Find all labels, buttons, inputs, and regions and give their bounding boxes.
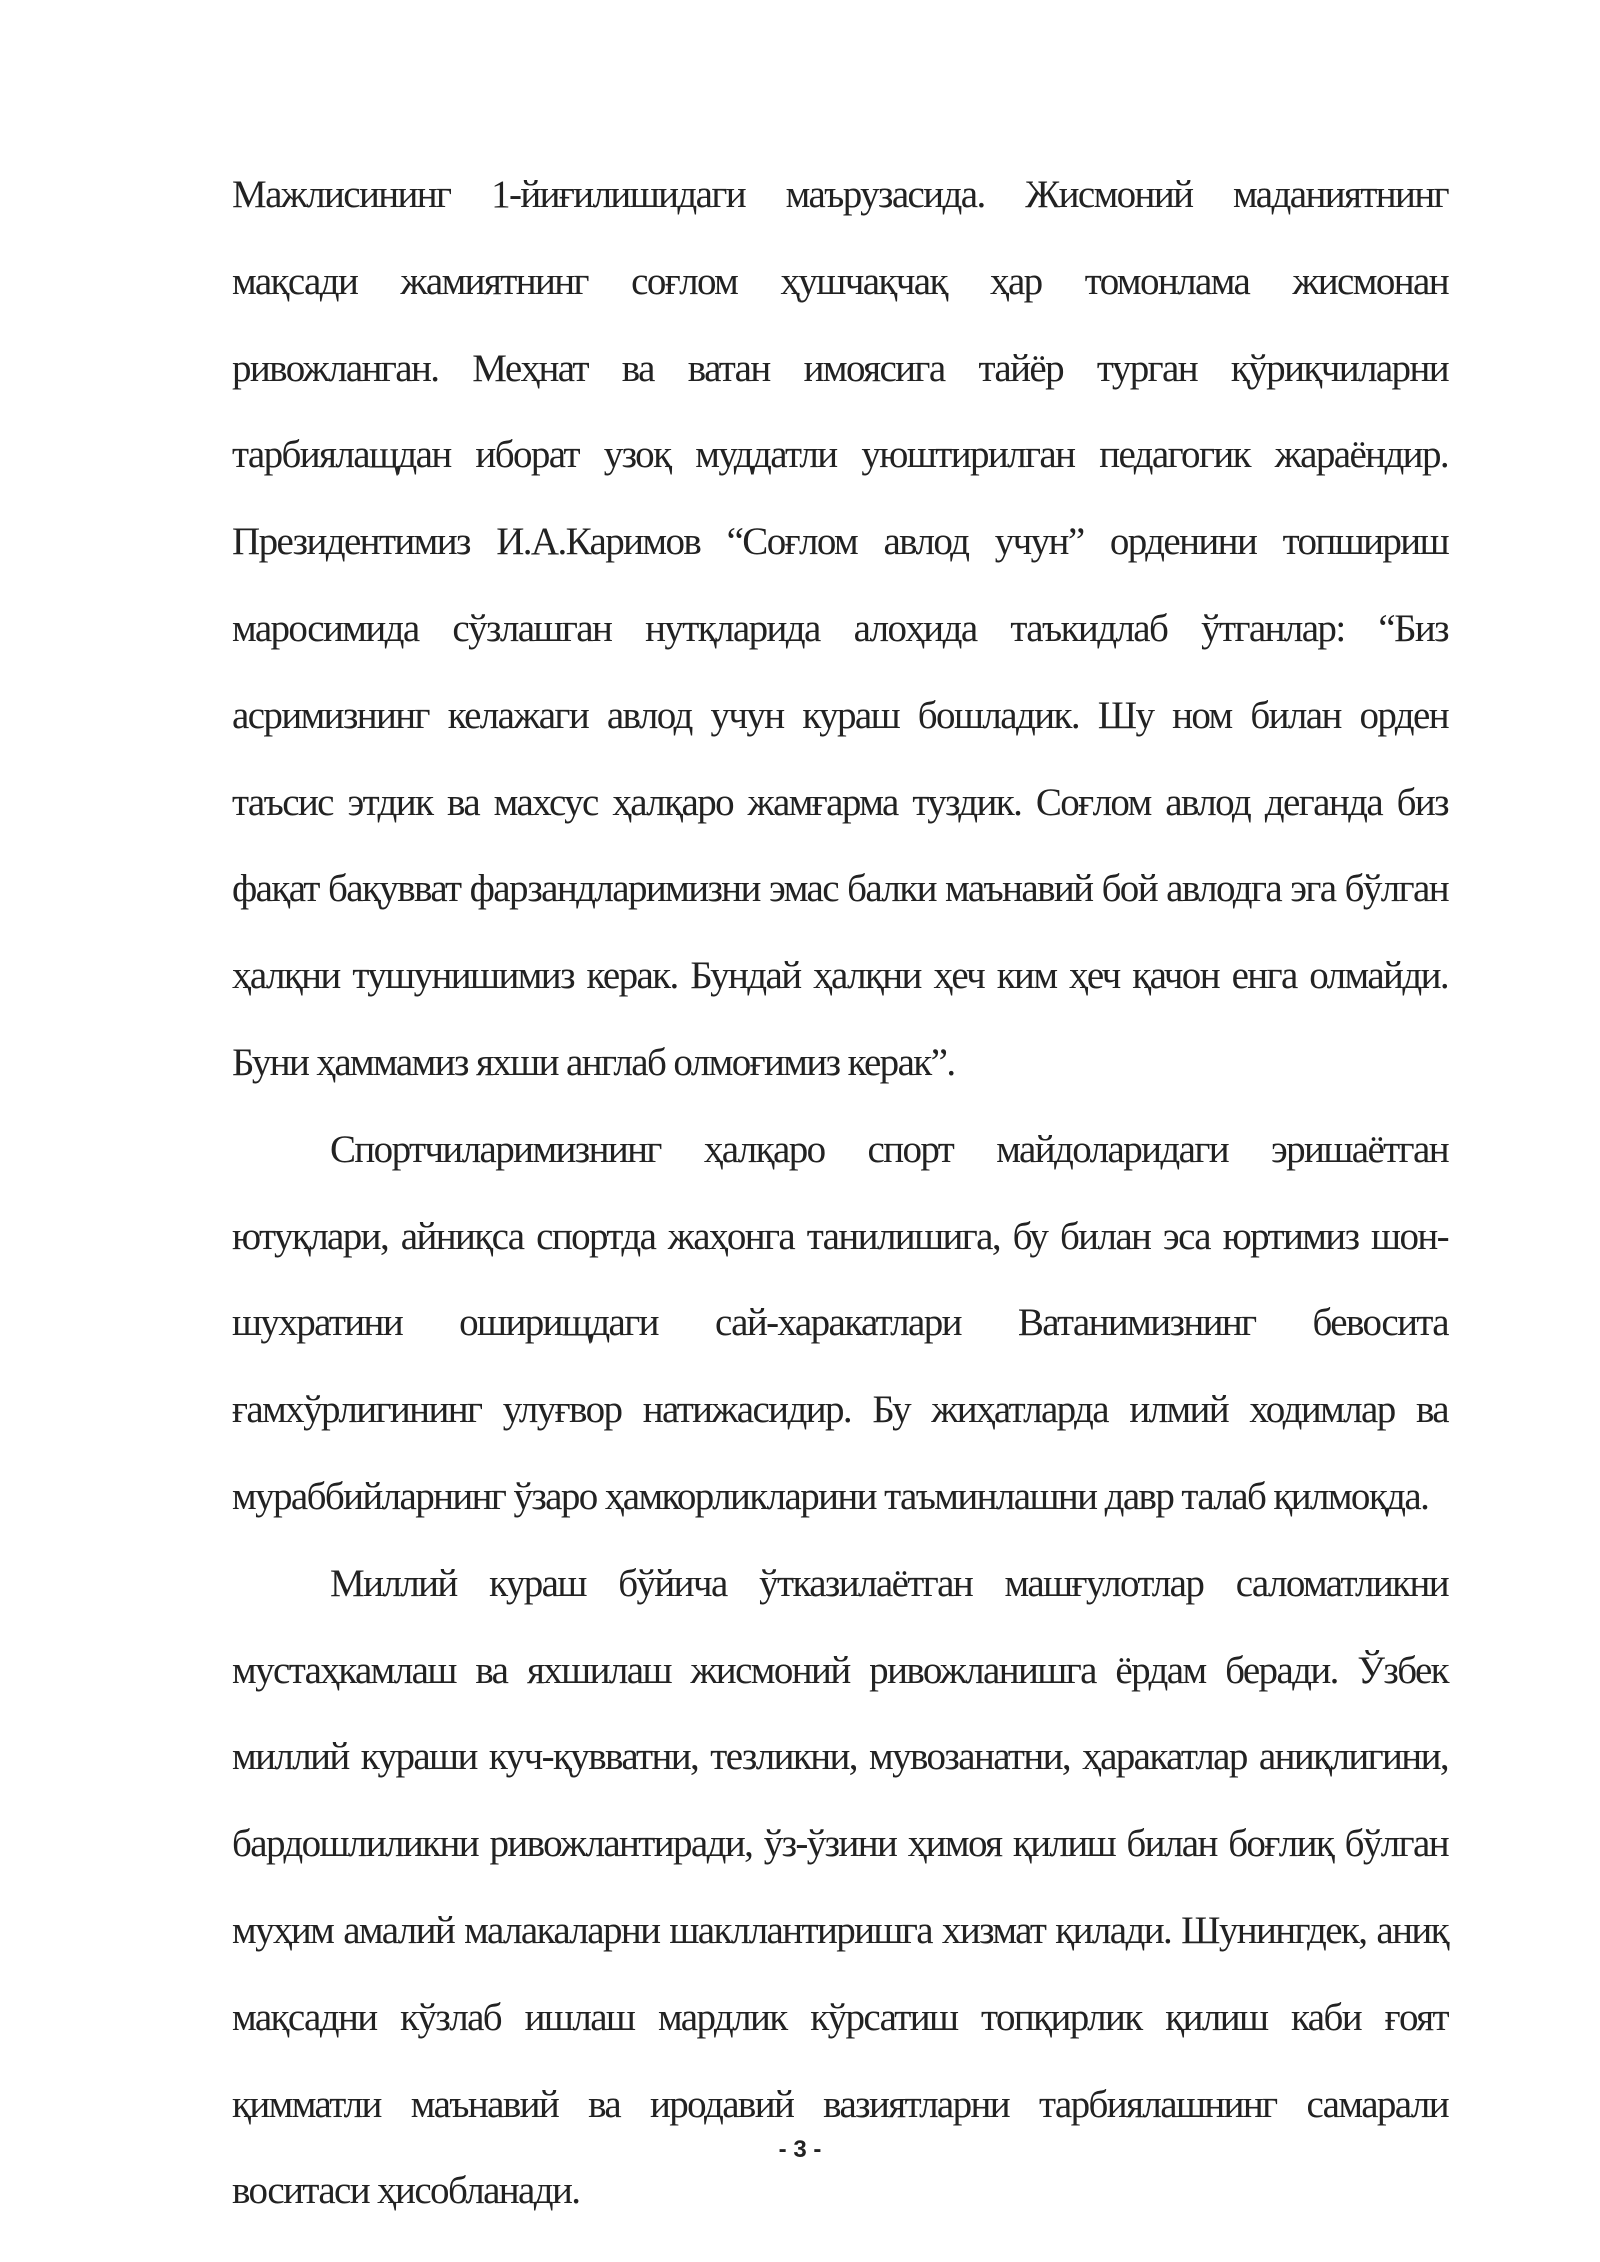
- paragraph-line: Миллий кураш бўйича ўтказилаётган машғулотлар саломатликни: [330, 1561, 1448, 1605]
- paragraph-line: учун” орденини топшириш маросимида сўзлашган нутқларида алоҳида таъкидлаб: [232, 520, 1448, 650]
- paragraph-line: кураши куч-қувватни, тезликни, мувозанатни, ҳаракатлар аниқлигини,: [360, 1735, 1448, 1779]
- paragraph-line: Мажлисининг 1-йиғилишидаги маърузасида. Жисмоний маданиятнинг мақсади: [232, 173, 1448, 303]
- paragraph-line: фақат бақувват фарзандларимизни эмас балки маънавий бой авлодга эга бўлган: [232, 867, 1448, 911]
- paragraph-line: натижасидир. Бу жиҳатларда илмий ходимлар ва мураббийларнинг ўзаро: [232, 1388, 1448, 1518]
- paragraph-line: мустаҳкамлаш ва яхшилаш жисмоний ривожланишга ёрдам беради. Ўзбек миллий: [232, 1648, 1448, 1779]
- paragraph-3: [232, 1541, 1448, 2235]
- paragraph-line: ватан имоясига тайёр турган қўриқчиларни тарбиялащдан иборат узоқ муддатли: [232, 346, 1449, 477]
- paragraph-line: Спортчиларимизнинг ҳалқаро спорт майдоларидаги эришаётган ютуқлари,: [232, 1127, 1448, 1258]
- paragraph-line: орден таъсис этдик ва махсус ҳалқаро жамғарма туздик. Соғлом авлод деганда биз: [232, 693, 1449, 824]
- paragraph-line: оширищдаги сай-харакатлари Ватанимизнинг бевосита ғамхўрлигининг улуғвор: [232, 1301, 1449, 1432]
- page-number: - 3 -: [778, 2136, 822, 2163]
- paragraph-line: ўтганлар: “Биз асримизнинг келажаги авлод учун кураш бошладик. Шу ном билан: [232, 606, 1448, 737]
- paragraph-line: ҳамкорликларини таъминлашни давр талаб қилмоқда.: [604, 1474, 1429, 1518]
- paragraph-line: айниқса спортда жаҳонга танилишига, бу билан эса юртимиз шон-шухратини: [232, 1214, 1448, 1345]
- paragraph-line: ҳалқни тушунишимиз керак. Бундай ҳалқни ҳеч ким ҳеч қачон енга олмайди. Буни: [232, 954, 1448, 1084]
- paragraph-line: ҳаммамиз яхши англаб олмоғимиз керак”.: [316, 1040, 955, 1084]
- paragraph-line: муҳим амалий малакаларни шакллантиришга хизмат қилади. Шунингдек, аниқ: [232, 1908, 1448, 1952]
- paragraph-line: маънавий ва иродавий вазиятларни тарбиялашнинг самарали воситаси ҳисобланади.: [232, 2082, 1448, 2213]
- paragraph-1: [232, 152, 1448, 1107]
- paragraph-line: мақсадни кўзлаб ишлаш мардлик кўрсатиш топқирлик қилиш каби ғоят қимматли: [232, 1995, 1448, 2126]
- paragraph-line: жамиятнинг соғлом ҳушчақчақ ҳар томонлама жисмонан ривожланган. Меҳнат ва: [232, 259, 1448, 390]
- body-text: [232, 152, 1448, 2235]
- paragraph-line: бардошлиликни ривожлантиради, ўз-ўзини ҳимоя қилиш билан боғлиқ бўлган: [232, 1822, 1448, 1866]
- paragraph-line: уюштирилган педагогик жараёндир. Президентимиз И.А.Каримов “Соғлом авлод: [232, 433, 1449, 564]
- paragraph-2: [232, 1107, 1448, 1541]
